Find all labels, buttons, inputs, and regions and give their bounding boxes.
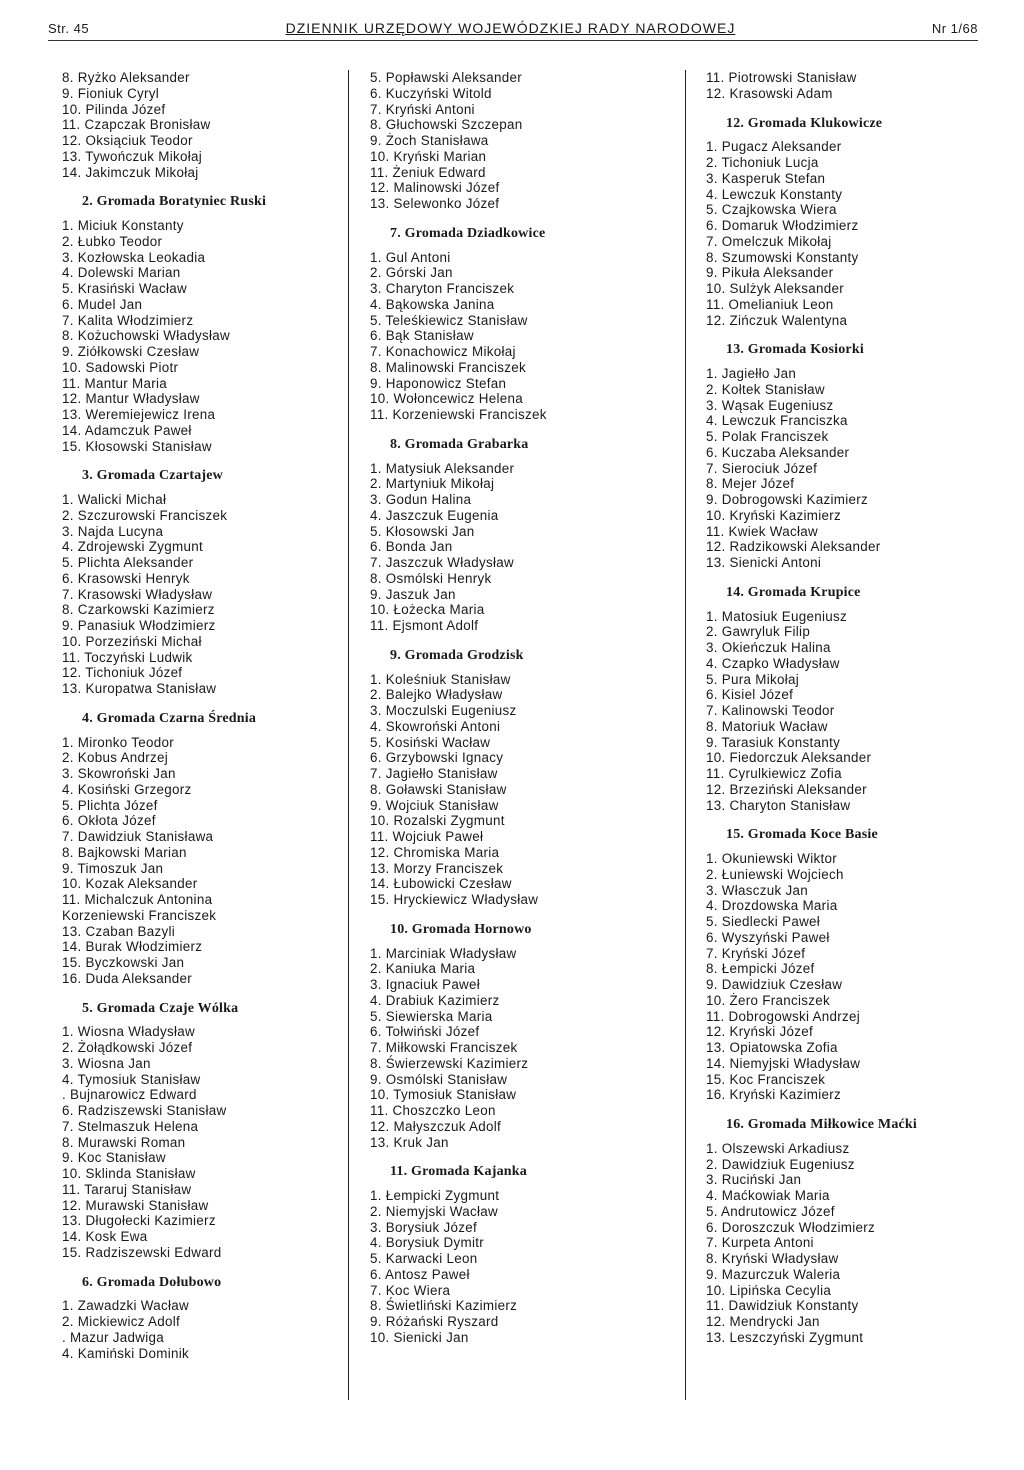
member-entry: 9. Fioniuk Cyryl	[62, 85, 160, 101]
gromada-title: 15. Gromada Koce Basie	[726, 827, 878, 843]
member-entry: 8. Głuchowski Szczepan	[370, 117, 523, 133]
member-entry: 9. Dawidziuk Czesław	[706, 977, 843, 992]
member-entry: 4. Kamiński Dominik	[62, 1345, 189, 1361]
member-entry: 4. Tymosiuk Stanisław	[62, 1071, 201, 1087]
member-entry: 11. Piotrowski Stanisław	[706, 70, 857, 85]
member-entry: 2. Żołądkowski Józef	[62, 1040, 193, 1055]
member-entry: 12. Radzikowski Aleksander	[706, 539, 881, 555]
member-entry: 1. Marciniak Władysław	[370, 945, 517, 961]
member-entry: 10. Kryński Kazimierz	[706, 507, 842, 523]
member-entry: 7. Kryński Antoni	[370, 101, 475, 117]
member-entry: 2. Kaniuka Maria	[370, 961, 476, 977]
member-entry: 5. Pura Mikołaj	[706, 671, 800, 687]
member-entry: 8. Łempicki Józef	[706, 961, 815, 977]
member-entry: 16. Kryński Kazimierz	[706, 1087, 842, 1103]
member-entry: 11. Cyrulkiewicz Zofia	[706, 766, 842, 781]
gromada-title: 13. Gromada Kosiorki	[726, 342, 864, 358]
gromada-section	[370, 226, 660, 423]
member-entry: 3. Własczuk Jan	[706, 882, 808, 898]
member-entry: 13. Charyton Stanisław	[706, 797, 851, 813]
member-entry: 7. Dawidziuk Stanisława	[62, 829, 214, 844]
member-entry: 10. Sulżyk Aleksander	[706, 281, 845, 296]
member-entry: 1. Matysiuk Aleksander	[370, 460, 515, 476]
member-entry: 7. Sierociuk Józef	[706, 460, 818, 476]
gromada-title: 9. Gromada Grodzisk	[390, 647, 524, 663]
member-entry: 11. Wojciuk Paweł	[370, 829, 484, 844]
gromada-title: 7. Gromada Dziadkowice	[390, 225, 546, 241]
gromada-title: 3. Gromada Czartajew	[82, 468, 223, 484]
member-entry: 8. Kożuchowski Władysław	[62, 328, 230, 344]
member-entry: 2. Niemyjski Wacław	[370, 1203, 498, 1219]
member-entry: 11. Tararuj Stanisław	[62, 1181, 192, 1197]
member-entry: 9. Różański Ryszard	[370, 1314, 499, 1329]
column-divider	[348, 70, 349, 1400]
member-entry: 3. Okieńczuk Halina	[706, 640, 831, 655]
member-entry: 6. Krasowski Henryk	[62, 570, 190, 586]
member-entry: 9. Pikuła Aleksander	[706, 265, 834, 281]
column-divider	[685, 70, 686, 1400]
member-entry: 8. Osmólski Henryk	[370, 570, 492, 586]
gromada-section	[62, 1275, 332, 1362]
column-3	[706, 70, 996, 1360]
page-header	[48, 20, 978, 41]
member-entry: 1. Matosiuk Eugeniusz	[706, 608, 848, 624]
member-entry: 1. Łempicki Zygmunt	[370, 1188, 500, 1203]
gromada-title: 2. Gromada Boratyniec Ruski	[82, 194, 267, 210]
gromada-section	[370, 70, 660, 212]
member-entry: 4. Drabiuk Kazimierz	[370, 992, 500, 1008]
member-entry: 2. Mickiewicz Adolf	[62, 1314, 181, 1329]
gromada-title: 10. Gromada Hornowo	[390, 921, 532, 937]
member-entry: 3. Skowroński Jan	[62, 766, 176, 781]
member-entry: 8. Murawski Roman	[62, 1134, 186, 1150]
member-entry: 8. Mejer Józef	[706, 476, 795, 492]
member-entry: 6. Bąk Stanisław	[370, 328, 474, 344]
member-entry: 8. Bajkowski Marian	[62, 844, 187, 860]
member-entry: 4. Maćkowiak Maria	[706, 1188, 830, 1203]
issue-number: Nr 1/68	[931, 21, 978, 36]
member-entry: 2. Górski Jan	[370, 265, 453, 281]
gromada-title: 14. Gromada Krupice	[726, 584, 861, 600]
member-entry: 12. Małyszczuk Adolf	[370, 1118, 502, 1134]
member-entry: 9. Jaszuk Jan	[370, 586, 456, 602]
gromada-title: 4. Gromada Czarna Średnia	[82, 710, 257, 726]
member-entry: 11. Ejsmont Adolf	[370, 618, 479, 633]
member-entry: 1. Jagiełło Jan	[706, 366, 797, 381]
member-entry: 3. Najda Lucyna	[62, 523, 164, 539]
member-entry: 9. Timoszuk Jan	[62, 860, 164, 876]
gromada-section	[370, 1164, 660, 1345]
member-entry: 8. Kryński Władysław	[706, 1251, 839, 1266]
member-entry: 11. Dawidziuk Konstanty	[706, 1298, 859, 1314]
member-entry: 3. Ruciński Jan	[706, 1172, 802, 1188]
member-entry: 10. Żero Franciszek	[706, 992, 831, 1008]
member-entry: 1. Mironko Teodor	[62, 734, 175, 750]
gromada-section	[62, 468, 332, 697]
member-entry: 4. Lewczuk Konstanty	[706, 186, 843, 202]
member-entry: 5. Plichta Aleksander	[62, 555, 194, 570]
member-entry: 10. Pilinda Józef	[62, 101, 166, 117]
member-entry: 12. Krasowski Adam	[706, 85, 833, 101]
member-entry: 10. Wołoncewicz Helena	[370, 391, 523, 407]
member-entry: 5. Teleśkiewicz Stanisław	[370, 312, 528, 328]
member-entry: 10. Kryński Marian	[370, 148, 487, 164]
member-entry: 15. Hryckiewicz Władysław	[370, 892, 539, 907]
member-entry: 10. Łożecka Maria	[370, 602, 485, 618]
member-entry: 4. Drozdowska Maria	[706, 898, 838, 914]
member-entry: 5. Siedlecki Paweł	[706, 914, 821, 929]
member-entry: 6. Kisiel Józef	[706, 687, 794, 703]
member-entry: 11. Żeniuk Edward	[370, 164, 486, 180]
member-entry: 11. Michalczuk Antonina	[62, 892, 213, 907]
member-entry: 1. Wiosna Władysław	[62, 1024, 195, 1040]
journal-title: DZIENNIK URZĘDOWY WOJEWÓDZKIEJ RADY NARODOWEJ	[285, 20, 736, 36]
member-entry: 6. Domaruk Włodzimierz	[706, 218, 859, 233]
member-entry: 5. Czajkowska Wiera	[706, 202, 837, 218]
member-entry: 4. Czapko Władysław	[706, 655, 840, 671]
member-entry: 10. Kozak Aleksander	[62, 876, 198, 892]
member-entry: 10. Sklinda Stanisław	[62, 1166, 196, 1181]
member-entry: 14. Jakimczuk Mikołaj	[62, 164, 199, 180]
member-entry: 2. Łuniewski Wojciech	[706, 866, 844, 882]
gromada-section	[706, 1117, 996, 1346]
member-entry: 11. Toczyński Ludwik	[62, 649, 193, 665]
member-entry: 6. Kuczaba Aleksander	[706, 444, 850, 460]
member-entry: 2. Martyniuk Mikołaj	[370, 476, 495, 492]
member-entry: 13. Morzy Franciszek	[370, 860, 504, 876]
member-entry: 10. Fiedorczuk Aleksander	[706, 750, 872, 766]
member-entry: 2. Łubko Teodor	[62, 233, 163, 249]
gromada-title: 8. Gromada Grabarka	[390, 436, 529, 452]
member-entry: 3. Wąsak Eugeniusz	[706, 397, 834, 413]
member-entry: 1. Okuniewski Wiktor	[706, 851, 838, 866]
gromada-section	[706, 116, 996, 329]
gromada-section	[706, 342, 996, 571]
member-entry: 6. Doroszczuk Włodzimierz	[706, 1219, 875, 1235]
member-entry: 7. Koc Wiera	[370, 1282, 451, 1298]
gromada-section	[706, 70, 996, 102]
member-entry: 5. Plichta Józef	[62, 797, 158, 813]
member-entry: 12. Murawski Stanisław	[62, 1197, 209, 1213]
member-entry: 4. Borysiuk Dymitr	[370, 1235, 485, 1251]
member-entry: 6. Mudel Jan	[62, 296, 143, 312]
member-entry: 6. Bonda Jan	[370, 539, 453, 555]
member-entry: 6. Radziszewski Stanisław	[62, 1103, 227, 1118]
member-entry: 1. Miciuk Konstanty	[62, 218, 184, 233]
member-entry: 13. Kuropatwa Stanisław	[62, 681, 217, 696]
member-entry: 10. Tymosiuk Stanisław	[370, 1087, 517, 1103]
member-entry: 14. Kosk Ewa	[62, 1229, 148, 1244]
member-entry: 5. Kłosowski Jan	[370, 523, 475, 539]
member-entry: 11. Korzeniewski Franciszek	[370, 407, 547, 422]
member-entry: 2. Szczurowski Franciszek	[62, 507, 228, 523]
member-entry: 6. Grzybowski Ignacy	[370, 750, 504, 766]
member-entry: 7. Stelmaszuk Helena	[62, 1118, 199, 1134]
member-entry: 5. Andrutowicz Józef	[706, 1203, 835, 1219]
gromada-section	[706, 827, 996, 1103]
member-entry: 4. Bąkowska Janina	[370, 296, 495, 312]
member-entry: 8. Matoriuk Wacław	[706, 718, 828, 734]
member-entry: 12. Chromiska Maria	[370, 844, 500, 860]
member-entry: 3. Godun Halina	[370, 492, 472, 507]
member-entry: 13. Długołecki Kazimierz	[62, 1213, 216, 1229]
member-entry: 16. Duda Aleksander	[62, 970, 193, 986]
member-entry: 14. Niemyjski Władysław	[706, 1055, 861, 1071]
member-entry: 7. Jaszczuk Władysław	[370, 555, 514, 570]
member-entry: 1. Zawadzki Wacław	[62, 1298, 189, 1314]
member-entry: 7. Omelczuk Mikołaj	[706, 233, 832, 249]
member-entry: 2. Gawryluk Filip	[706, 624, 811, 640]
member-entry: 7. Kalita Włodzimierz	[62, 312, 194, 328]
member-entry: 8. Świerzewski Kazimierz	[370, 1055, 529, 1071]
member-entry: 4. Dolewski Marian	[62, 265, 181, 281]
gromada-section	[370, 437, 660, 634]
column-1	[62, 70, 332, 1375]
gromada-section	[706, 585, 996, 814]
member-entry: 13. Selewonko Józef	[370, 196, 500, 211]
member-entry: 13. Opiatowska Zofia	[706, 1040, 838, 1055]
member-entry: 8. Goławski Stanisław	[370, 781, 507, 797]
member-entry: 9. Tarasiuk Konstanty	[706, 734, 841, 750]
member-entry: 10. Lipińska Cecylia	[706, 1282, 832, 1298]
member-entry: 11. Czapczak Bronisław	[62, 117, 211, 133]
member-entry: 15. Byczkowski Jan	[62, 955, 185, 970]
member-entry: 1. Olszewski Arkadiusz	[706, 1140, 850, 1156]
member-entry: 9. Żoch Stanisława	[370, 133, 489, 148]
member-entry: 4. Kosiński Grzegorz	[62, 781, 192, 797]
member-entry: 4. Skowroński Antoni	[370, 718, 501, 734]
member-entry: 1. Koleśniuk Stanisław	[370, 671, 511, 687]
member-entry: 11. Dobrogowski Andrzej	[706, 1008, 861, 1024]
member-entry: 5. Siewierska Maria	[370, 1008, 493, 1024]
member-entry: 6. Tołwiński Józef	[370, 1024, 480, 1040]
member-entry: 4. Jaszczuk Eugenia	[370, 507, 499, 523]
page-number: Str. 45	[48, 21, 90, 36]
member-entry: 11. Kwiek Wacław	[706, 523, 818, 539]
member-entry: 2. Tichoniuk Lucja	[706, 155, 819, 170]
member-entry: 8. Ryżko Aleksander	[62, 70, 190, 85]
member-entry: 9. Mazurczuk Waleria	[706, 1266, 841, 1282]
gromada-section	[370, 922, 660, 1151]
member-entry: 6. Antosz Paweł	[370, 1266, 470, 1282]
member-entry: 6. Kuczyński Witold	[370, 85, 492, 101]
member-entry: 3. Borysiuk Józef	[370, 1219, 478, 1235]
member-entry: 3. Moczulski Eugeniusz	[370, 703, 517, 718]
member-entry: 2. Balejko Władysław	[370, 687, 503, 703]
member-entry: 7. Kurpeta Antoni	[706, 1235, 814, 1251]
member-entry: 8. Szumowski Konstanty	[706, 249, 859, 265]
member-entry: 10. Sienicki Jan	[370, 1329, 469, 1345]
member-entry: 11. Mantur Maria	[62, 375, 168, 391]
member-entry: 12. Oksiąciuk Teodor	[62, 133, 193, 148]
member-entry: 5. Polak Franciszek	[706, 429, 829, 444]
member-entry: 13. Czaban Bazyli	[62, 923, 176, 939]
gromada-title: 5. Gromada Czaje Wólka	[82, 1000, 239, 1016]
member-entry: . Mazur Jadwiga	[62, 1329, 164, 1345]
member-entry: . Bujnarowicz Edward	[62, 1087, 197, 1103]
member-entry: 13. Leszczyński Zygmunt	[706, 1329, 864, 1345]
member-entry: 1. Pugacz Aleksander	[706, 139, 842, 155]
member-entry: 13. Kruk Jan	[370, 1134, 449, 1150]
member-entry: 8. Świetliński Kazimierz	[370, 1298, 518, 1314]
member-entry: 5. Krasiński Wacław	[62, 281, 188, 296]
member-entry: 11. Choszczko Leon	[370, 1103, 496, 1118]
member-entry: 2. Kołtek Stanisław	[706, 381, 825, 397]
member-entry: 12. Zińczuk Walentyna	[706, 312, 848, 328]
member-entry: 2. Kobus Andrzej	[62, 750, 169, 766]
member-entry: 9. Ziółkowski Czesław	[62, 344, 200, 359]
member-entry: 8. Czarkowski Kazimierz	[62, 602, 215, 618]
member-entry: 7. Miłkowski Franciszek	[370, 1040, 518, 1055]
member-entry: 2. Dawidziuk Eugeniusz	[706, 1156, 855, 1172]
member-entry: 12. Mantur Władysław	[62, 391, 200, 407]
member-entry: 5. Karwacki Leon	[370, 1251, 478, 1266]
member-entry: 4. Zdrojewski Zygmunt	[62, 539, 203, 555]
member-entry: 12. Kryński Józef	[706, 1024, 814, 1040]
member-entry: 11. Omelianiuk Leon	[706, 296, 834, 312]
column-2	[370, 70, 660, 1360]
member-entry: 7. Konachowicz Mikołaj	[370, 344, 516, 359]
gromada-section	[62, 711, 332, 987]
member-entry: 10. Sadowski Piotr	[62, 359, 179, 375]
member-entry: 15. Kłosowski Stanisław	[62, 438, 212, 454]
member-entry: 13. Sienicki Antoni	[706, 555, 822, 570]
gromada-title: 16. Gromada Miłkowice Maćki	[726, 1117, 918, 1132]
member-entry: 15. Koc Franciszek	[706, 1071, 826, 1087]
member-entry: 9. Koc Stanisław	[62, 1150, 166, 1166]
member-entry: 5. Popławski Aleksander	[370, 70, 523, 85]
gromada-section	[62, 70, 332, 180]
member-entry: 3. Charyton Franciszek	[370, 281, 515, 296]
member-entry: 13. Weremiejewicz Irena	[62, 407, 216, 422]
member-entry: 9. Haponowicz Stefan	[370, 375, 507, 391]
member-entry: 10. Porzeziński Michał	[62, 633, 202, 649]
member-entry: 7. Kryński Józef	[706, 945, 806, 961]
member-entry: 9. Panasiuk Włodzimierz	[62, 618, 216, 633]
member-entry: 12. Brzeziński Aleksander	[706, 781, 867, 797]
member-entry: 1. Walicki Michał	[62, 492, 167, 507]
member-entry: 4. Lewczuk Franciszka	[706, 413, 848, 429]
member-entry: 1. Gul Antoni	[370, 249, 451, 265]
member-entry: 3. Wiosna Jan	[62, 1055, 151, 1071]
member-entry: 3. Kozłowska Leokadia	[62, 249, 206, 265]
member-entry: 6. Okłota Józef	[62, 813, 156, 829]
gromada-section	[370, 648, 660, 908]
member-entry: 8. Malinowski Franciszek	[370, 359, 527, 375]
member-entry: 13. Tywończuk Mikołaj	[62, 148, 203, 164]
member-entry: 12. Mendrycki Jan	[706, 1314, 820, 1329]
member-entry: 7. Krasowski Władysław	[62, 586, 213, 602]
member-entry: 14. Burak Włodzimierz	[62, 939, 203, 955]
member-entry: 9. Osmólski Stanisław	[370, 1071, 508, 1087]
member-entry: 12. Tichoniuk Józef	[62, 665, 183, 681]
member-entry: 6. Wyszyński Paweł	[706, 929, 830, 945]
gromada-title: 6. Gromada Dołubowo	[82, 1274, 222, 1290]
member-entry: 5. Kosiński Wacław	[370, 734, 491, 750]
member-entry: 14. Łubowicki Czesław	[370, 876, 512, 892]
member-entry: 7. Kalinowski Teodor	[706, 703, 835, 718]
gromada-title: 12. Gromada Klukowicze	[726, 115, 883, 131]
gromada-section	[62, 194, 332, 454]
member-entry: 3. Kasperuk Stefan	[706, 170, 826, 186]
member-entry: 9. Dobrogowski Kazimierz	[706, 492, 868, 507]
member-entry: Korzeniewski Franciszek	[62, 907, 217, 923]
member-entry: 12. Malinowski Józef	[370, 180, 500, 196]
member-entry: 7. Jagiełło Stanisław	[370, 766, 498, 781]
member-entry: 9. Wojciuk Stanisław	[370, 797, 499, 813]
gromada-section	[62, 1001, 332, 1261]
member-entry: 3. Ignaciuk Paweł	[370, 977, 481, 992]
member-entry: 10. Rozalski Zygmunt	[370, 813, 505, 829]
member-entry: 14. Adamczuk Paweł	[62, 422, 192, 438]
gromada-title: 11. Gromada Kajanka	[390, 1164, 527, 1180]
member-entry: 15. Radziszewski Edward	[62, 1244, 222, 1260]
